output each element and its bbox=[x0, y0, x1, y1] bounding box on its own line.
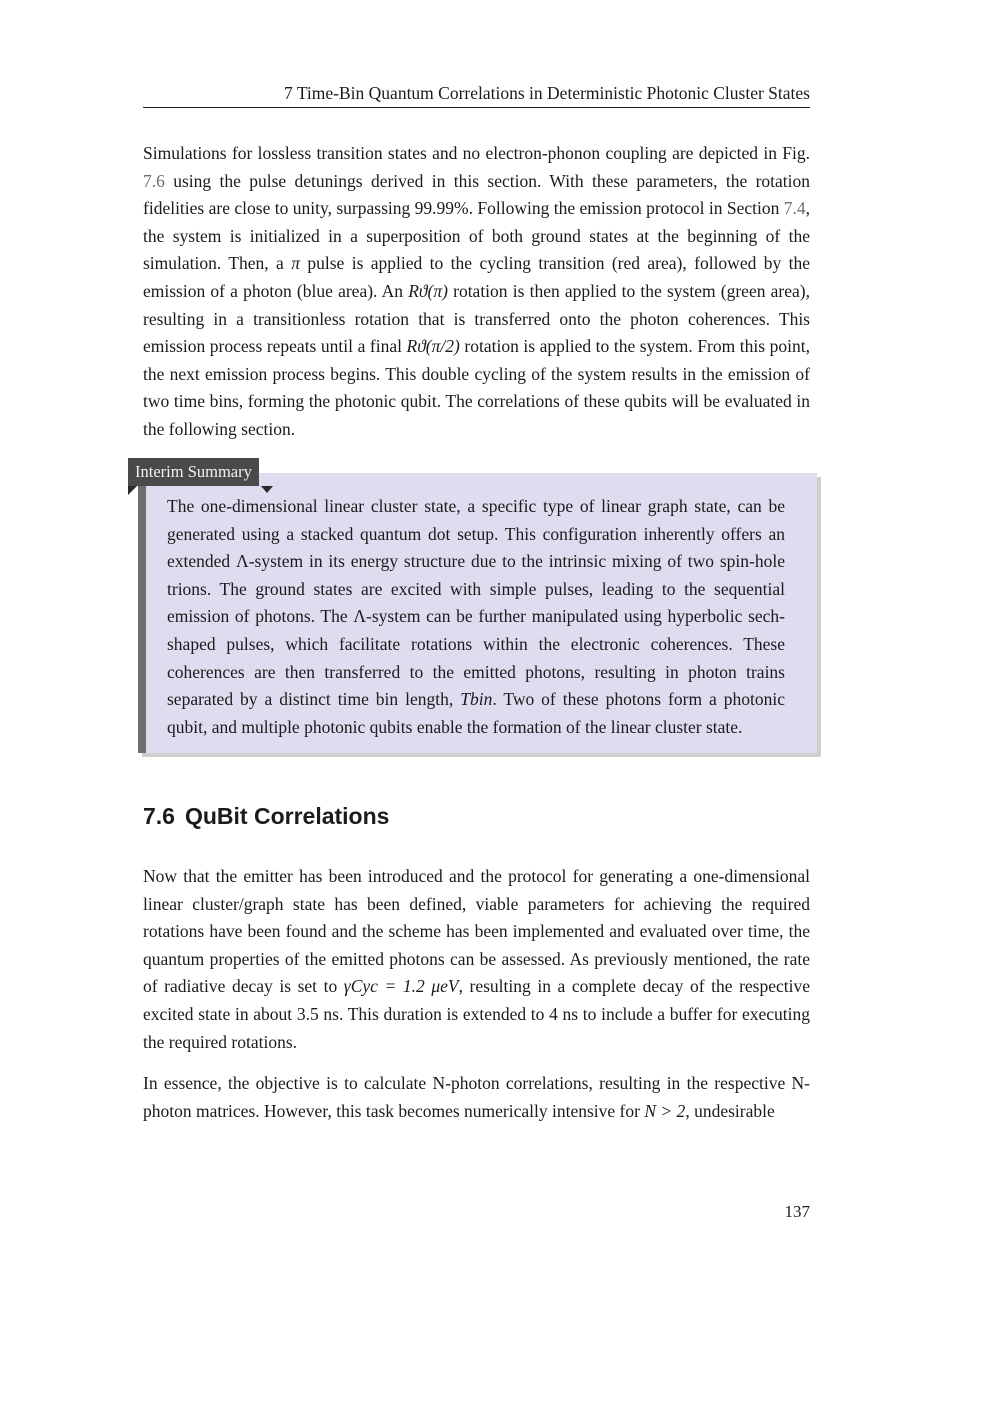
page-number: 137 bbox=[784, 1202, 810, 1221]
text-run: , undesirable bbox=[685, 1100, 775, 1121]
math-rotation-half-pi: Rϑ(π/2) bbox=[406, 336, 460, 357]
interim-summary-text bbox=[167, 493, 785, 741]
text-run: Simulations for lossless transition states and no electron-phonon coupling are depicted in Fig. bbox=[143, 143, 810, 163]
math-pi: π bbox=[291, 253, 300, 274]
paragraph-n-photon bbox=[143, 1070, 810, 1125]
section-reference-link[interactable]: 7.4 bbox=[783, 198, 806, 219]
running-head: 7 Time-Bin Quantum Correlations in Deterministic Photonic Cluster States bbox=[143, 82, 810, 108]
math-rotation-pi: Rϑ(π) bbox=[408, 280, 448, 301]
text-run: The one-dimensional linear cluster state, a specific type of linear graph state, can be generated using a stacked quantum dot setup. This configuration inherently offers an extended Λ-system in its energy structure due to the intrinsic mixing of two spin-hole trions. The ground states are excited with simple pulses, leading to the sequential emission of photons. The Λ-system can be further manipulated using hyperbolic sech-shaped pulses, which facilitate rotations within the electronic coherences. These coherences are then transferred to the emitted photons, resulting in photon trains separated by a distinct time bin length, bbox=[167, 496, 785, 710]
section-heading bbox=[143, 800, 389, 832]
paragraph-emitter bbox=[143, 863, 810, 1056]
section-number: 7.6 bbox=[143, 803, 175, 829]
figure-reference-link[interactable]: 7.6 bbox=[143, 170, 165, 191]
text-run: . Two of these photons form a photonic qubit, and multiple photonic qubits enable the formation of the linear cluster state. bbox=[167, 689, 785, 737]
interim-summary-label: Interim Summary bbox=[128, 458, 259, 486]
text-run: rotation is applied to the system. From this point, the next emission process begins. This double cycling of the system results in the emission of two time bins, forming the photonic qubit. The correlations of these qubits will be evaluated in the following section. bbox=[143, 336, 810, 439]
tab-fold-decoration bbox=[128, 486, 137, 495]
tab-notch-decoration bbox=[261, 486, 273, 493]
text-run: pulse is applied to the cycling transition (red area), followed by the emission of a photon (blue area). An bbox=[143, 253, 810, 301]
math-gamma-cyc: γCyc = 1.2 μeV bbox=[343, 976, 459, 997]
math-time-bin: Tbin bbox=[460, 689, 493, 710]
text-run: In essence, the objective is to calculate N-photon correlations, resulting in the respective N-photon matrices. However, this task becomes numerically intensive for bbox=[143, 1073, 810, 1121]
text-run: , the system is initialized in a superposition of both ground states at the beginning of the simulation. Then, a bbox=[143, 198, 810, 274]
text-run: , resulting in a complete decay of the respective excited state in about 3.5 ns. This duration is extended to 4 ns to include a buffer for executing the required rotations. bbox=[143, 976, 811, 1052]
section-title: QuBit Correlations bbox=[184, 803, 390, 829]
text-run: Now that the emitter has been introduced and the protocol for generating a one-dimensional linear cluster/graph state has been defined, viable parameters for achieving the required rotations have been found and the scheme has been implemented and evaluated over time, the quantum properties of the emitted photons can be assessed. As previously mentioned, the rate of radiative decay is set to bbox=[143, 866, 810, 997]
text-run: using the pulse detunings derived in this section. With these parameters, the rotation fidelities are close to unity, surpassing 99.99%. Following the emission protocol in Section bbox=[143, 170, 810, 219]
text-run: rotation is then applied to the system (green area), resulting in a transitionless rotation that is transferred onto the photon coherences. This emission process repeats until a final bbox=[143, 280, 810, 357]
paragraph-simulations bbox=[143, 140, 810, 444]
math-n-condition: N > 2 bbox=[644, 1100, 686, 1121]
